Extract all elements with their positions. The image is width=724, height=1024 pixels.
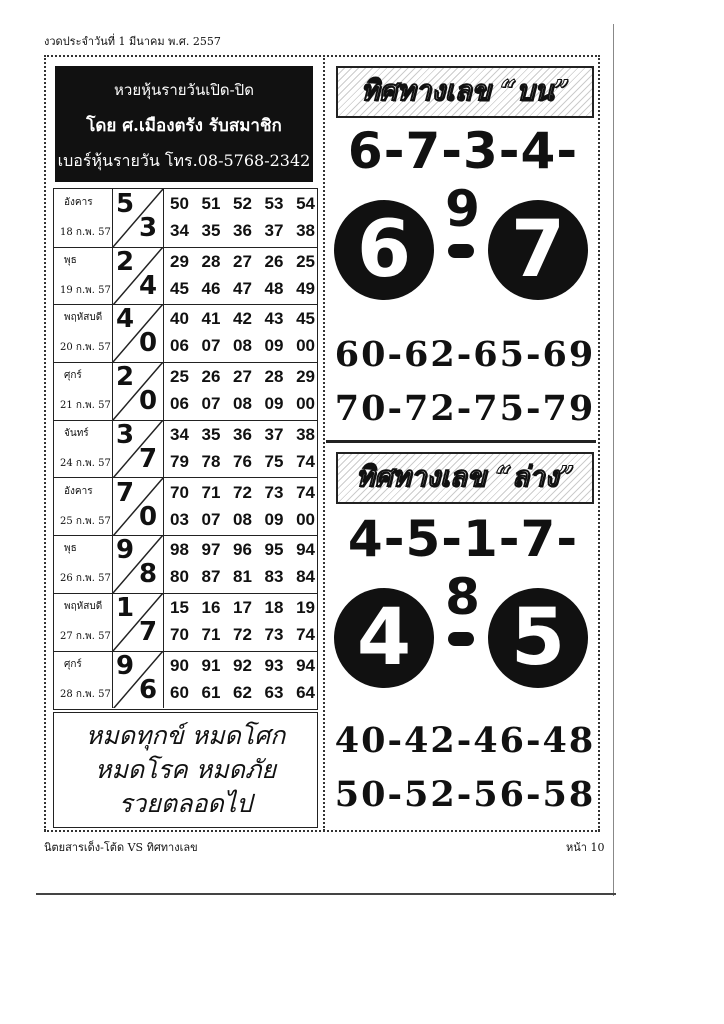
upper-sequence: 6-7-3-4-9 — [347, 122, 579, 238]
table-row — [54, 651, 317, 709]
lower-pairs-line-2: 50-52-56-58 — [334, 774, 596, 815]
bottom-number-line — [170, 336, 315, 356]
number-value: 00 — [296, 336, 315, 356]
lower-connector — [448, 632, 474, 646]
number-value: 87 — [201, 567, 221, 587]
number-value: 80 — [170, 567, 189, 587]
numbers-cell — [170, 535, 315, 593]
numbers-cell — [170, 593, 315, 651]
day-name: พฤหัสบดี — [64, 312, 103, 324]
slogan-box — [53, 712, 318, 828]
number-value: 50 — [170, 194, 189, 213]
number-value: 49 — [296, 278, 315, 298]
number-value: 28 — [201, 251, 221, 271]
day-cell — [54, 362, 113, 420]
frame-middle-dots — [323, 55, 325, 831]
number-value: 63 — [264, 682, 284, 702]
daily-results-table — [53, 188, 318, 710]
number-value: 25 — [170, 367, 189, 387]
number-value: 54 — [296, 194, 315, 213]
number-value: 64 — [296, 682, 315, 702]
lower-circle-left: 4 — [334, 588, 434, 688]
bottom-number-line — [170, 452, 315, 472]
number-value: 17 — [233, 597, 252, 617]
bottom-number-line — [170, 683, 315, 703]
number-value: 76 — [233, 451, 252, 471]
top-number-line — [170, 425, 315, 445]
day-cell — [54, 189, 113, 247]
day-name: พุธ — [64, 543, 77, 555]
day-name: พฤหัสบดี — [64, 600, 103, 612]
number-value: 46 — [201, 278, 221, 298]
upper-circle-left: 6 — [334, 200, 434, 300]
bottom-digit: 6 — [139, 674, 158, 705]
number-value: 90 — [170, 655, 189, 675]
number-value: 45 — [296, 309, 315, 329]
numbers-cell — [170, 420, 315, 478]
digit-pair-cell — [113, 304, 164, 362]
bottom-number-line — [170, 510, 315, 530]
bottom-digit: 7 — [139, 443, 158, 474]
number-value: 75 — [264, 451, 284, 471]
bottom-digit: 3 — [139, 213, 158, 243]
advertisement-box — [55, 66, 313, 182]
publication-name: นิตยสารเด็ง-โต้ด VS ทิศทางเลข — [44, 841, 198, 854]
bottom-digit: 0 — [139, 386, 158, 417]
bottom-number-line — [170, 394, 315, 414]
day-name: อังคาร — [64, 197, 93, 208]
top-digit: 9 — [116, 650, 135, 681]
bottom-number-line — [170, 625, 315, 645]
issue-date-line: งวดประจำวันที่ 1 มีนาคม พ.ศ. 2557 — [44, 35, 221, 48]
number-value: 51 — [201, 194, 221, 213]
top-number-line — [170, 194, 315, 214]
numbers-cell — [170, 247, 315, 305]
bottom-rule — [36, 893, 616, 895]
number-value: 74 — [296, 482, 315, 502]
number-value: 61 — [201, 682, 221, 702]
number-value: 94 — [296, 540, 315, 560]
number-value: 08 — [233, 394, 252, 414]
digit-pair-cell — [113, 247, 164, 305]
slogan-line-3: รวยตลอดไป — [118, 789, 253, 818]
table-row — [54, 362, 317, 421]
upper-pairs-line-2: 70-72-75-79 — [334, 388, 596, 429]
number-value: 38 — [296, 221, 315, 240]
digit-pair-cell — [113, 362, 164, 420]
number-value: 34 — [170, 221, 189, 240]
page-edge-rule — [613, 24, 614, 896]
ad-phone-line: เบอร์หุ้นรายวัน โทร.08-5768-2342 — [57, 151, 311, 170]
top-digit: 3 — [116, 419, 135, 450]
table-row — [54, 535, 317, 594]
number-value: 42 — [233, 309, 252, 329]
bottom-digit: 4 — [139, 270, 158, 301]
bottom-digit: 7 — [139, 616, 158, 647]
number-value: 48 — [264, 278, 284, 298]
frame-right-dots — [598, 55, 600, 831]
upper-title: ทิศทางเลข “บน” — [360, 74, 570, 107]
number-value: 98 — [170, 540, 189, 560]
ad-line-1: หวยหุ้นรายวันเปิด-ปิด — [114, 81, 254, 99]
number-value: 95 — [264, 540, 284, 560]
number-value: 37 — [264, 221, 284, 240]
numbers-cell — [170, 189, 315, 247]
number-value: 07 — [201, 394, 221, 414]
day-date: 27 ก.พ. 57 — [60, 630, 111, 642]
number-value: 72 — [233, 624, 252, 644]
number-value: 71 — [201, 482, 221, 502]
number-value: 60 — [170, 682, 189, 702]
numbers-cell — [170, 651, 315, 709]
number-value: 25 — [296, 251, 315, 271]
digit-pair-cell — [113, 651, 164, 709]
number-value: 09 — [264, 509, 284, 529]
upper-circle-right: 7 — [488, 200, 588, 300]
number-value: 29 — [170, 251, 189, 271]
number-value: 03 — [170, 509, 189, 529]
section-divider — [326, 440, 596, 443]
number-value: 79 — [170, 451, 189, 471]
upper-title-box — [336, 66, 594, 118]
number-value: 45 — [170, 278, 189, 298]
day-cell — [54, 304, 113, 362]
number-value: 06 — [170, 394, 189, 414]
number-value: 71 — [201, 624, 221, 644]
number-value: 00 — [296, 509, 315, 529]
slogan-line-2: หมดโรค หมดภัย — [94, 755, 277, 784]
day-name: ศุกร์ — [64, 658, 82, 670]
lower-pairs-line-1: 40-42-46-48 — [334, 720, 596, 761]
top-number-line — [170, 367, 315, 387]
upper-pairs-line-1: 60-62-65-69 — [334, 334, 596, 375]
number-value: 94 — [296, 655, 315, 675]
number-value: 74 — [296, 451, 315, 471]
top-number-line — [170, 309, 315, 329]
day-date: 19 ก.พ. 57 — [60, 284, 111, 296]
bottom-digit: 0 — [139, 328, 158, 359]
digit-pair-cell — [113, 478, 164, 536]
top-number-line — [170, 483, 315, 503]
number-value: 36 — [233, 221, 252, 240]
day-cell — [54, 593, 113, 651]
number-value: 73 — [264, 482, 284, 502]
number-value: 08 — [233, 336, 252, 356]
number-value: 27 — [233, 251, 252, 271]
number-value: 41 — [201, 309, 221, 329]
top-digit: 9 — [116, 535, 135, 566]
bottom-number-line — [170, 279, 315, 299]
day-date: 21 ก.พ. 57 — [60, 400, 111, 412]
number-value: 18 — [264, 597, 284, 617]
day-name: พุธ — [64, 254, 77, 266]
number-value: 53 — [264, 194, 284, 213]
number-value: 70 — [170, 482, 189, 502]
number-value: 35 — [201, 424, 221, 444]
day-date: 20 ก.พ. 57 — [60, 342, 111, 354]
number-value: 09 — [264, 336, 284, 356]
day-date: 24 ก.พ. 57 — [60, 457, 111, 469]
top-number-line — [170, 540, 315, 560]
number-value: 92 — [233, 655, 252, 675]
top-digit: 1 — [116, 592, 135, 623]
frame-top-dots — [44, 55, 600, 57]
numbers-cell — [170, 304, 315, 362]
number-value: 35 — [201, 221, 221, 240]
top-digit: 7 — [116, 477, 135, 508]
top-number-line — [170, 598, 315, 618]
digit-pair-cell — [113, 535, 164, 593]
number-value: 16 — [201, 597, 221, 617]
bottom-number-line — [170, 221, 315, 241]
day-cell — [54, 651, 113, 709]
top-digit: 2 — [116, 362, 135, 393]
number-value: 72 — [233, 482, 252, 502]
digit-pair-cell — [113, 189, 164, 247]
number-value: 73 — [264, 624, 284, 644]
lower-sequence: 4-5-1-7-8 — [347, 510, 579, 626]
bottom-number-line — [170, 567, 315, 587]
number-value: 38 — [296, 424, 315, 444]
number-value: 78 — [201, 451, 221, 471]
number-value: 52 — [233, 194, 252, 213]
lower-circle-right: 5 — [488, 588, 588, 688]
table-row — [54, 420, 317, 479]
number-value: 00 — [296, 394, 315, 414]
top-digit: 2 — [116, 246, 135, 277]
day-name: ศุกร์ — [64, 370, 82, 382]
number-value: 74 — [296, 624, 315, 644]
number-value: 83 — [264, 567, 284, 587]
day-cell — [54, 420, 113, 478]
digit-pair-cell — [113, 420, 164, 478]
frame-left-dots — [44, 55, 46, 831]
number-value: 09 — [264, 394, 284, 414]
bottom-digit: 8 — [139, 559, 158, 590]
frame-bottom-dots — [44, 830, 600, 832]
day-date: 28 ก.พ. 57 — [60, 688, 111, 700]
number-value: 62 — [233, 682, 252, 702]
number-value: 81 — [233, 567, 252, 587]
table-row — [54, 593, 317, 652]
top-number-line — [170, 656, 315, 676]
day-date: 26 ก.พ. 57 — [60, 573, 111, 585]
numbers-cell — [170, 478, 315, 536]
number-value: 07 — [201, 336, 221, 356]
number-value: 15 — [170, 597, 189, 617]
digit-pair-cell — [113, 593, 164, 651]
table-row — [54, 304, 317, 363]
number-value: 97 — [201, 540, 221, 560]
number-value: 93 — [264, 655, 284, 675]
table-row — [54, 247, 317, 306]
day-name: อังคาร — [64, 485, 93, 497]
upper-connector — [448, 244, 474, 258]
number-value: 29 — [296, 367, 315, 387]
day-name: จันทร์ — [64, 427, 89, 439]
top-digit: 5 — [116, 189, 135, 219]
number-value: 84 — [296, 567, 315, 587]
number-value: 96 — [233, 540, 252, 560]
number-value: 91 — [201, 655, 221, 675]
number-value: 34 — [170, 424, 189, 444]
lower-title: ทิศทางเลข “ล่าง” — [355, 460, 575, 493]
top-digit: 4 — [116, 304, 135, 335]
number-value: 06 — [170, 336, 189, 356]
numbers-cell — [170, 362, 315, 420]
number-value: 08 — [233, 509, 252, 529]
number-value: 43 — [264, 309, 284, 329]
number-value: 07 — [201, 509, 221, 529]
number-value: 26 — [264, 251, 284, 271]
day-cell — [54, 478, 113, 536]
table-row — [54, 478, 317, 537]
lower-title-box — [336, 452, 594, 504]
bottom-digit: 0 — [139, 501, 158, 532]
slogan-line-1: หมดทุกข์ หมดโศก — [85, 721, 286, 750]
ad-line-2: โดย ศ.เมืองตรัง รับสมาชิก — [86, 116, 282, 136]
number-value: 28 — [264, 367, 284, 387]
page-number: หน้า 10 — [566, 841, 605, 854]
number-value: 37 — [264, 424, 284, 444]
top-number-line — [170, 252, 315, 272]
number-value: 26 — [201, 367, 221, 387]
number-value: 36 — [233, 424, 252, 444]
day-cell — [54, 247, 113, 305]
number-value: 70 — [170, 624, 189, 644]
day-date: 25 ก.พ. 57 — [60, 515, 111, 527]
day-date: 18 ก.พ. 57 — [60, 227, 111, 238]
day-cell — [54, 535, 113, 593]
number-value: 40 — [170, 309, 189, 329]
number-value: 47 — [233, 278, 252, 298]
number-value: 19 — [296, 597, 315, 617]
number-value: 27 — [233, 367, 252, 387]
table-row — [54, 189, 317, 248]
